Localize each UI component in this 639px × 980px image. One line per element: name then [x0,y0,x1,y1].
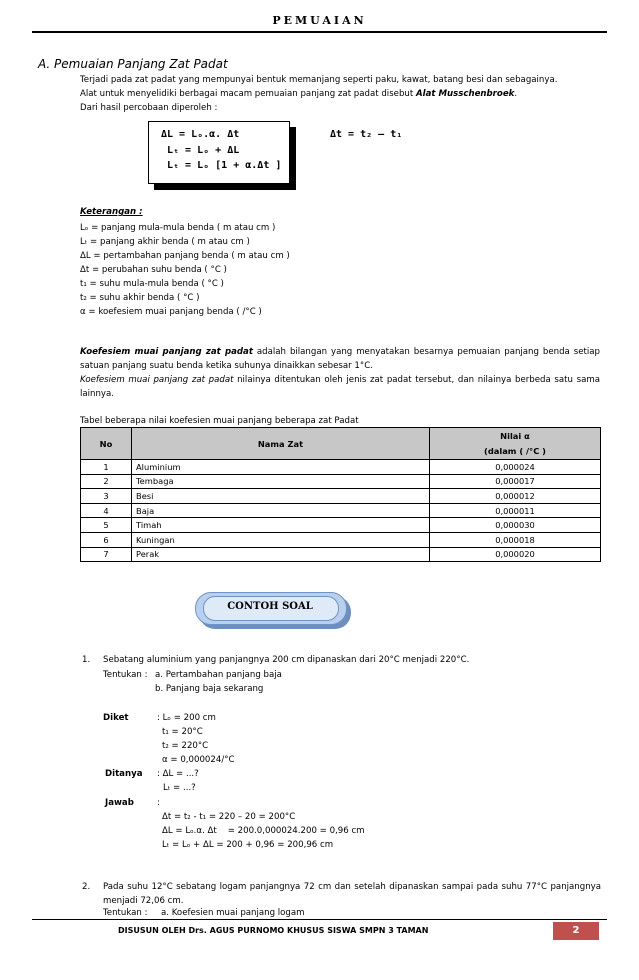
cell-nama-zat: Besi [132,489,430,504]
keterangan-item: Lₒ = panjang mula-mula benda ( m atau cm ) [80,223,276,233]
cell-nilai: 0,000017 [430,474,601,489]
cell-nama-zat: Timah [132,518,430,533]
table-row [81,474,601,489]
cell-nilai: 0,000020 [430,547,601,562]
delta-t-formula: Δt = t₂ – t₁ [330,129,403,140]
keterangan-item: α = koefesiem muai panjang benda ( /°C ) [80,307,262,317]
jawab-line: Δt = t₂ - t₁ = 220 – 20 = 200°C [162,812,296,822]
cell-nilai: 0,000024 [430,460,601,475]
cell-nama-zat: Tembaga [132,474,430,489]
diket-label: Diket [103,713,129,723]
cell-nilai: 0,000011 [430,503,601,518]
keterangan-item: t₁ = suhu mula-mula benda ( °C ) [80,279,224,289]
jawab-line: Lₜ = Lₒ + ΔL = 200 + 0,96 = 200,96 cm [162,840,334,850]
footer-divider [32,919,607,920]
intro-line-2: Alat untuk menyelidiki berbagai macam pemuaian panjang zat padat disebut Alat Musschenbroek. [80,89,518,99]
table-caption: Tabel beberapa nilai koefesien muai panjang beberapa zat Padat [80,416,359,426]
soal-2-a: a. Koefesien muai panjang logam [161,908,305,918]
page-number-badge: 2 [553,922,599,940]
cell-nama-zat: Perak [132,547,430,562]
footer-text: DISUSUN OLEH Drs. AGUS PURNOMO KHUSUS SISWA SMPN 3 TAMAN [118,926,429,935]
definition-paragraph-2: Koefesiem muai panjang zat padat nilainya ditentukan oleh jenis zat padat tersebut, dan nilainya berbeda satu sama lainnya. [80,375,600,399]
section-title: A. Pemuaian Panjang Zat Padat [38,57,228,71]
soal-2-tentukan: Tentukan : [103,908,148,918]
keterangan-item: t₂ = suhu akhir benda ( °C ) [80,293,200,303]
col-header-no: No [81,428,132,460]
col-header-nilai: Nilai α (dalam ( /°C ) [430,428,601,460]
formula-3: Lₜ = Lₒ [1 + α.Δt ] [167,160,282,171]
cell-no: 3 [81,489,132,504]
soal-1-question: Sebatang aluminium yang panjangnya 200 cm dipanaskan dari 20°C menjadi 220°C. [103,655,470,665]
ditanya-line: Lₜ = ...? [163,783,196,793]
cell-nama-zat: Aluminium [132,460,430,475]
diket-line: t₂ = 220°C [162,741,209,751]
table-row [81,460,601,475]
table-row [81,532,601,547]
cell-no: 7 [81,547,132,562]
col-header-nama-zat: Nama Zat [132,428,430,460]
keterangan-title: Keterangan : [80,207,143,217]
intro-line-1: Terjadi pada zat padat yang mempunyai bentuk memanjang seperti paku, kawat, batang besi dan sebagainya. [80,75,558,85]
ditanya-line: : ΔL = ...? [157,769,199,779]
intro-line-3: Dari hasil percobaan diperoleh : [80,103,218,113]
jawab-line: ΔL = Lₒ.α. Δt = 200.0,000024.200 = 0,96 cm [162,826,365,836]
soal-1-a: a. Pertambahan panjang baja [155,670,282,680]
cell-nama-zat: Baja [132,503,430,518]
header-divider [32,31,607,33]
jawab-label: Jawab [105,798,134,808]
formula-2: Lₜ = Lₒ + ΔL [167,144,240,156]
header-title: PEMUAIAN [272,14,367,27]
table-row [81,518,601,533]
cell-no: 5 [81,518,132,533]
cell-nama-zat: Kuningan [132,532,430,547]
soal-2-question: Pada suhu 12°C sebatang logam panjangnya 72 cm dan setelah dipanaskan sampai pada suhu 77°C panjangnya menjadi 72,06 cm. [103,882,601,906]
cell-no: 6 [81,532,132,547]
coefficient-table [80,427,601,562]
cell-no: 4 [81,503,132,518]
soal-1-number: 1. [82,655,91,665]
table-row [81,547,601,562]
definition-paragraph-1: Koefesiem muai panjang zat padat adalah bilangan yang menyatakan besarnya pemuaian panjang benda setiap satuan panjang suatu benda ketika suhunya dinaikkan sebesar 1°C. [80,347,600,371]
cell-nilai: 0,000030 [430,518,601,533]
diket-line: α = 0,000024/°C [162,755,235,765]
cell-nilai: 0,000012 [430,489,601,504]
table-row [81,503,601,518]
ditanya-label: Ditanya [105,769,143,779]
keterangan-item: ΔL = pertambahan panjang benda ( m atau cm ) [80,251,290,261]
contoh-soal-label: CONTOH SOAL [227,601,313,612]
cell-no: 1 [81,460,132,475]
soal-2-number: 2. [82,882,91,892]
soal-1-b: b. Panjang baja sekarang [155,684,264,694]
table-row [81,489,601,504]
diket-line: t₁ = 20°C [162,727,203,737]
cell-nilai: 0,000018 [430,532,601,547]
cell-no: 2 [81,474,132,489]
formula-1: ΔL = Lₒ.α. Δt [161,129,240,140]
formula-box [148,121,290,184]
jawab-colon: : [157,798,160,808]
diket-line: : Lₒ = 200 cm [157,713,216,723]
soal-1-tentukan: Tentukan : [103,670,148,680]
keterangan-item: Δt = perubahan suhu benda ( °C ) [80,265,227,275]
keterangan-item: Lₜ = panjang akhir benda ( m atau cm ) [80,237,250,247]
